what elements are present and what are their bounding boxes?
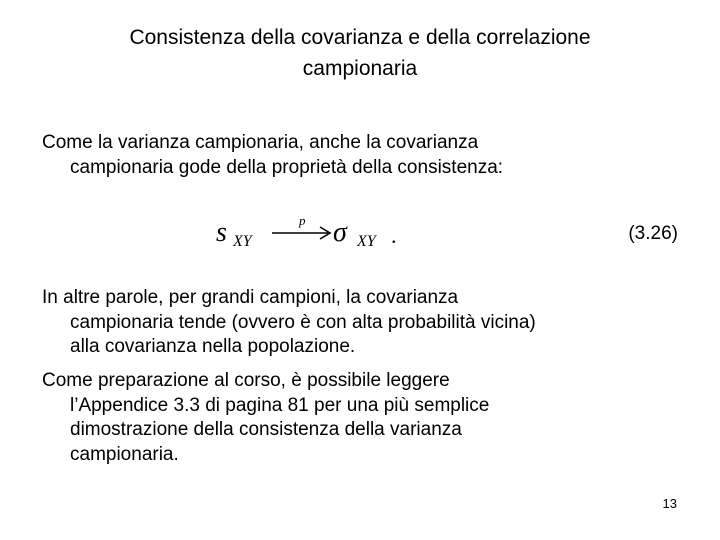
page-number: 13 (662, 496, 677, 511)
slide-title-line-2: campionaria (302, 57, 418, 80)
equation-number: (3.26) (628, 223, 678, 244)
paragraph-line: alla covarianza nella popolazione. (70, 336, 356, 357)
slide-title-line-1: Consistenza della covarianza e della correlazione (129, 26, 591, 49)
formula-lhs-subscript: XY (233, 233, 252, 250)
paragraph-line: campionaria tende (ovvero è con alta probabilità vicina) (70, 311, 536, 333)
paragraph-line: l’Appendice 3.3 di pagina 81 per una più semplice (70, 394, 490, 416)
formula-end-punct: . (391, 223, 397, 248)
formula-graphic (214, 212, 404, 256)
slide-title (40, 22, 680, 84)
formula-rhs-subscript: XY (357, 233, 376, 250)
paragraph-appendix-reference (42, 369, 692, 467)
formula-rhs-symbol: σ (333, 217, 347, 248)
formula-lhs-symbol: s (216, 217, 227, 248)
formula-arrow-label: p (299, 213, 306, 228)
paragraph-line: campionaria. (70, 443, 179, 465)
paragraph-line: campionaria gode della proprietà della consistenza: (70, 156, 504, 178)
paragraph-consistency-intro (42, 131, 692, 180)
convergence-formula (214, 212, 404, 256)
paragraph-interpretation (42, 286, 692, 360)
paragraph-line: dimostrazione della consistenza della varianza (70, 419, 462, 440)
paragraph-line: Come preparazione al corso, è possibile leggere (42, 370, 450, 391)
paragraph-line: Come la varianza campionaria, anche la covarianza (42, 132, 479, 153)
paragraph-line: In altre parole, per grandi campioni, la covarianza (42, 287, 459, 308)
convergence-arrow-icon (272, 227, 330, 239)
